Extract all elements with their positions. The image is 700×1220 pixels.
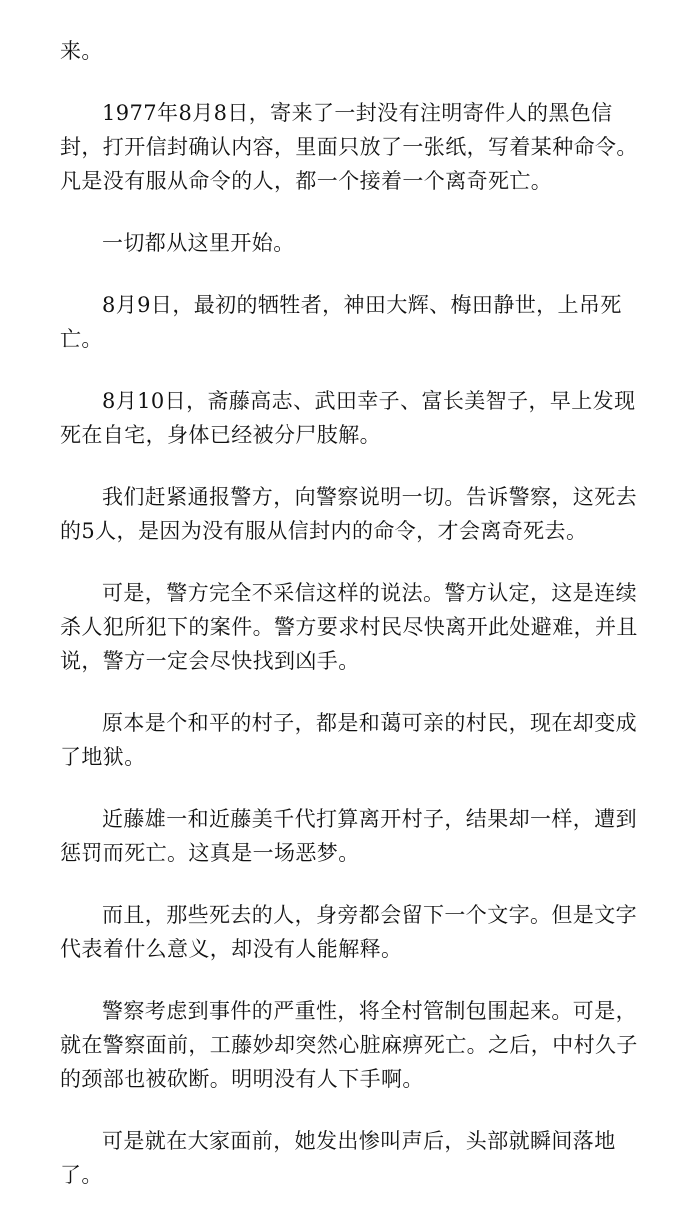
paragraph-report-police: 我们赶紧通报警方，向警察说明一切。告诉警察，这死去的5人，是因为没有服从信封内的命令，才会离奇死去。: [60, 485, 637, 543]
paragraph-head-falls: 可是就在大家面前，她发出惨叫声后，头部就瞬间落地了。: [60, 1129, 616, 1187]
paragraph-police-disbelief: 可是，警方完全不采信这样的说法。警方认定，这是连续杀人犯所犯下的案件。警方要求村民尽快离开此处避难，并且说，警方一定会尽快找到凶手。: [60, 581, 638, 673]
document-page: [60, 34, 640, 1220]
paragraph-kondo-family: 近藤雄一和近藤美千代打算离开村子，结果却一样，遭到惩罚而死亡。这真是一场恶梦。: [60, 807, 637, 865]
paragraph-august-9: 8月9日，最初的牺牲者，神田大辉、梅田静世，上吊死亡。: [60, 293, 622, 351]
paragraph-village-hell: 原本是个和平的村子，都是和蔼可亲的村民，现在却变成了地狱。: [60, 711, 637, 769]
paragraph-beginning: 一切都从这里开始。: [102, 231, 295, 255]
paragraph-black-envelope: 1977年8月8日，寄来了一封没有注明寄件人的黑色信封，打开信封确认内容，里面只放了一张纸，写着某种命令。凡是没有服从命令的人，都一个接着一个离奇死亡。: [60, 101, 638, 193]
paragraph-letters-left: 而且，那些死去的人，身旁都会留下一个文字。但是文字代表着什么意义，却没有人能解释。: [60, 903, 637, 961]
paragraph-village-blockade: 警察考虑到事件的严重性，将全村管制包围起来。可是，就在警察面前，工藤妙却突然心脏麻痹死亡。之后，中村久子的颈部也被砍断。明明没有人下手啊。: [60, 999, 638, 1091]
paragraph-august-10: 8月10日，斋藤高志、武田幸子、富长美智子，早上发现死在自宅，身体已经被分尸肢解。: [60, 389, 636, 447]
paragraph-continuation: 来。: [60, 39, 103, 63]
